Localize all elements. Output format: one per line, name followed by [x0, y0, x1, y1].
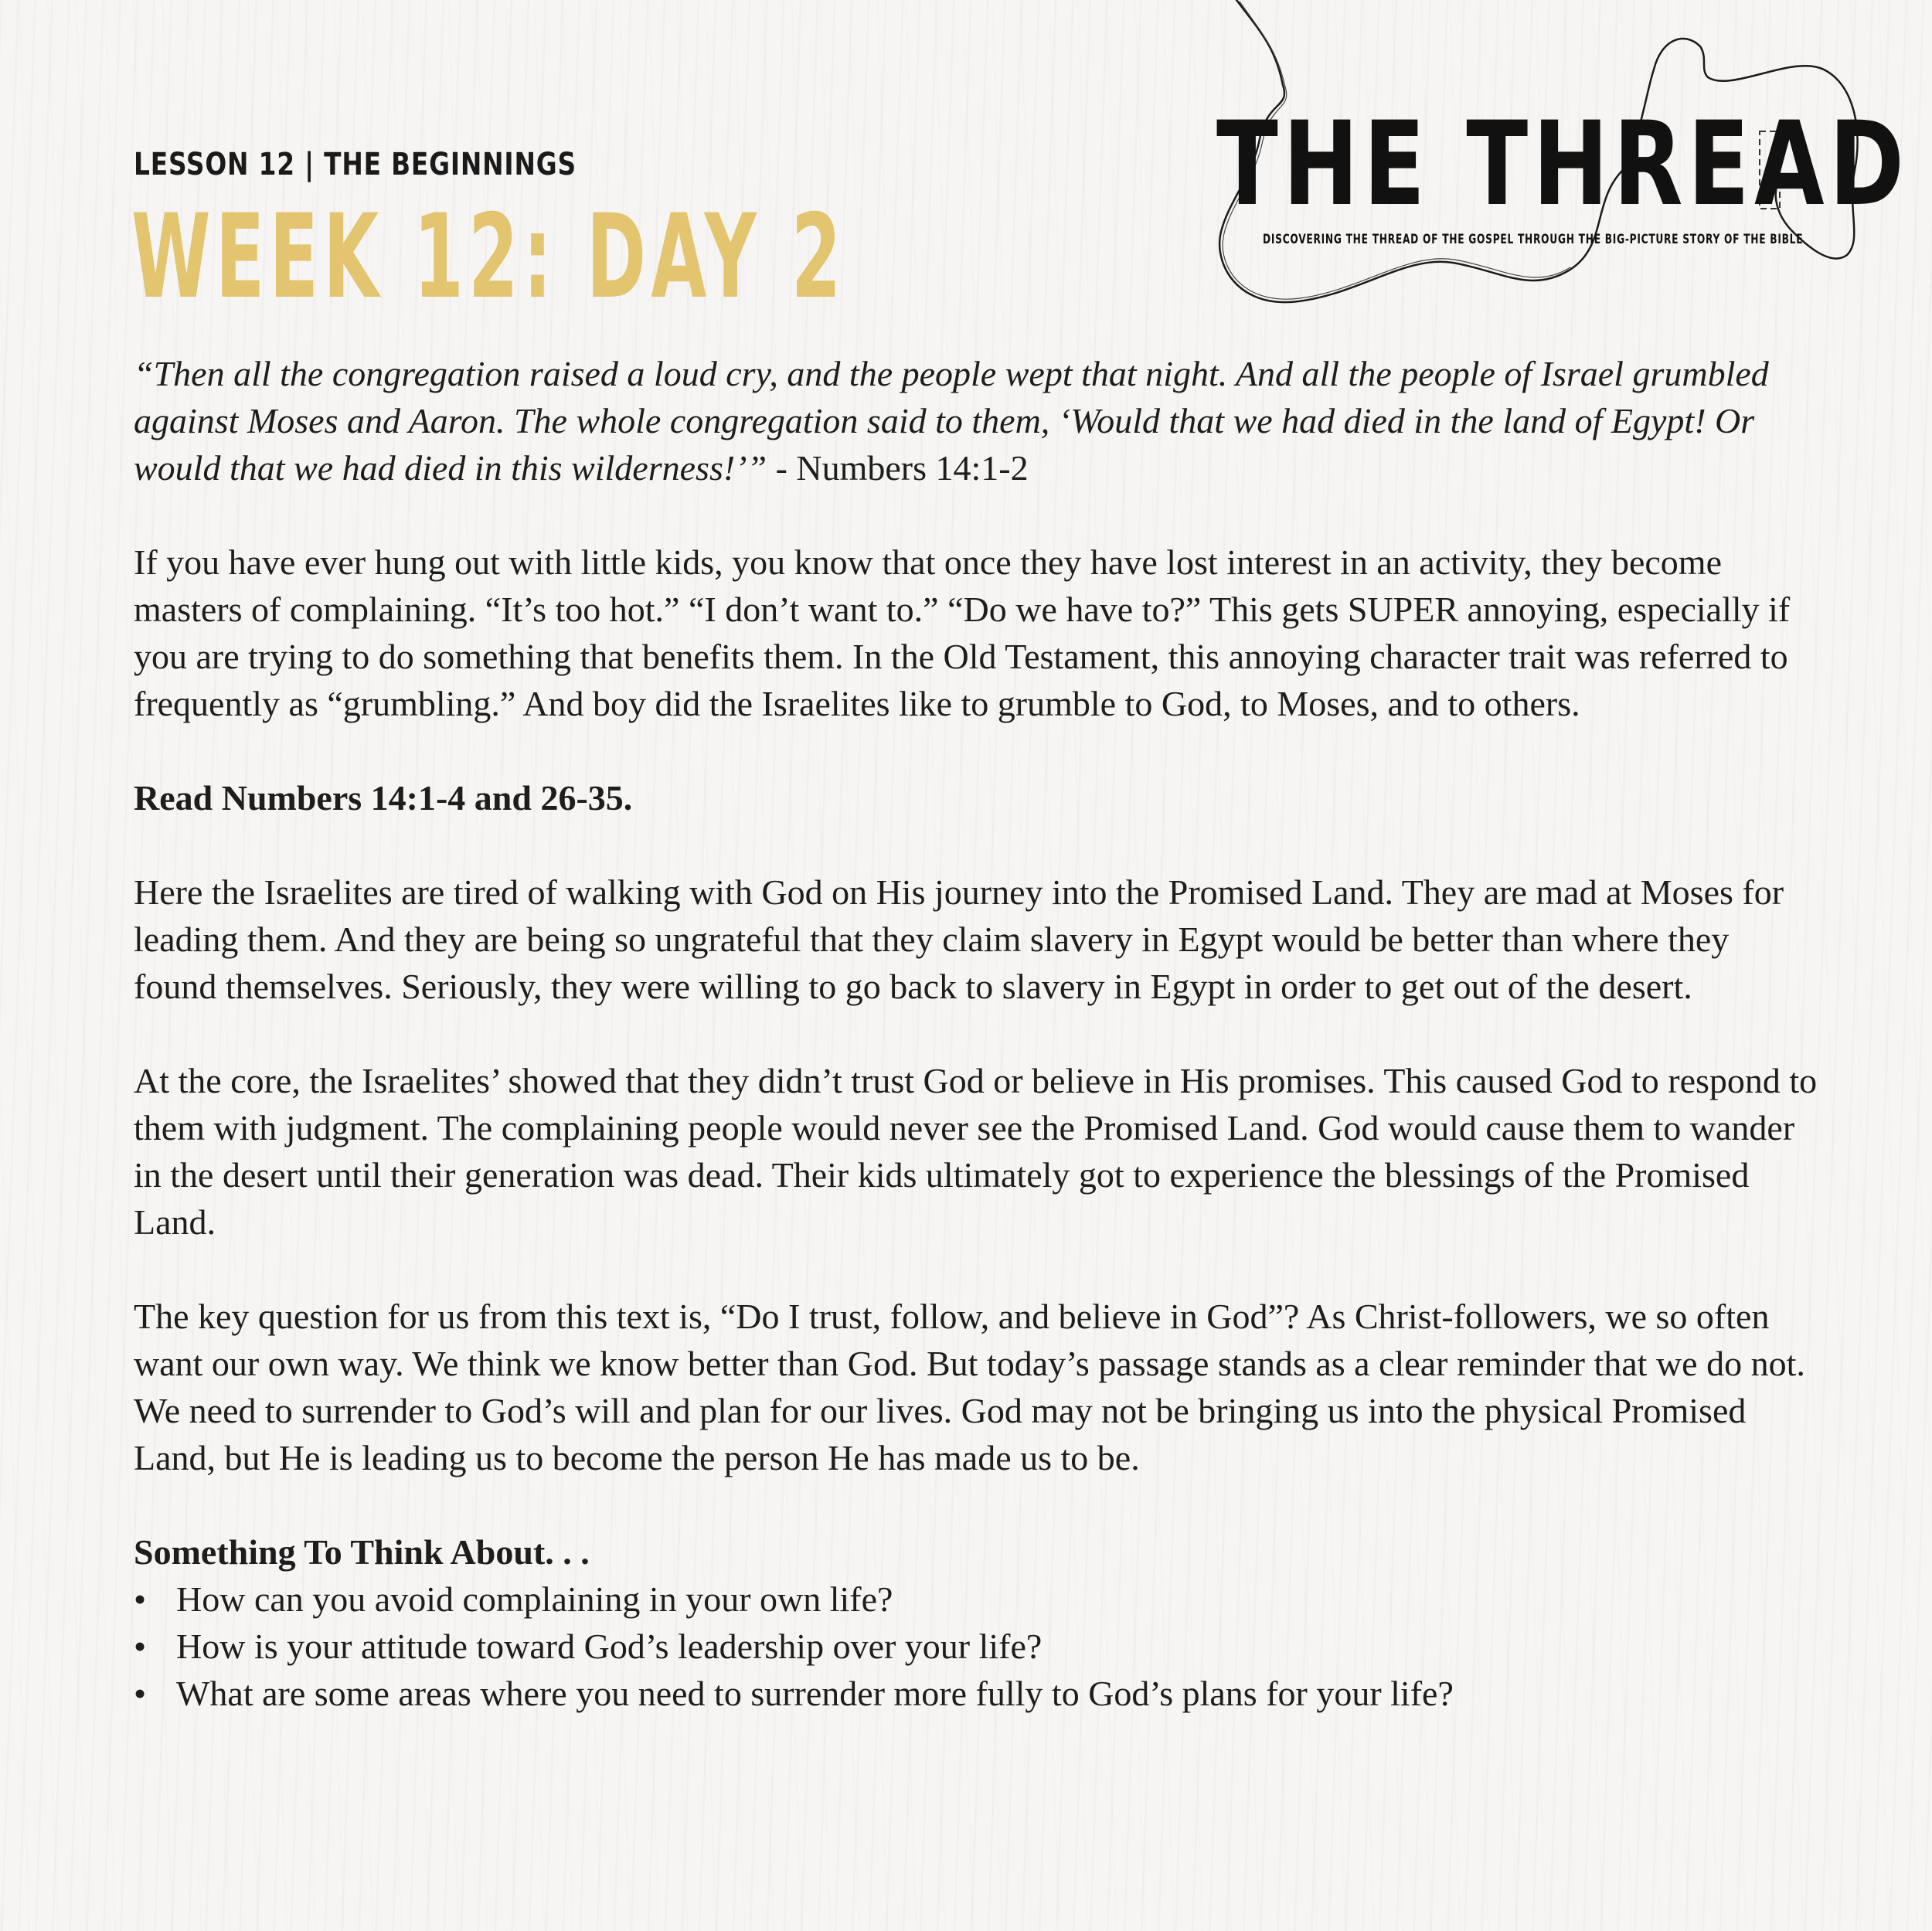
quote-reference: - Numbers 14:1-2 — [767, 448, 1029, 488]
page-title: WEEK 12: DAY 2 — [131, 190, 846, 325]
the-thread-logo — [1206, 0, 1910, 325]
key-question-paragraph: The key question for us from this text is, “Do I trust, follow, and believe in God”? As Christ-followers, we so often want our own way. We think we know better than God. But today’s passage stands as a clear reminder that we do not. We need to surrender to God’s will and plan for our lives. God may not be bringing us into the physical Promised Land, but He is leading us to become the person He has made us to be. — [134, 1297, 1805, 1477]
reflection-questions — [134, 1576, 1818, 1717]
read-instruction: Read Numbers 14:1-4 and 26-35. — [134, 778, 633, 818]
context-paragraph: Here the Israelites are tired of walking with God on His journey into the Promised Land. They are mad at Moses for leading them. And they are being so ungrateful that they claim slavery in Egypt would be better than where they found themselves. Seriously, they were willing to go back to slavery in Egypt in order to get out of the desert. — [134, 872, 1784, 1006]
list-item: • How is your attitude toward God’s leadership over your life? — [134, 1623, 1818, 1670]
list-item: • What are some areas where you need to surrender more fully to God’s plans for your life? — [134, 1670, 1818, 1717]
core-paragraph: At the core, the Israelites’ showed that they didn’t trust God or believe in His promises. This caused God to respond to them with judgment. The complaining people would never see the Promised Land. God would cause them to wander in the desert until their generation was dead. Their kids ultimately got to experience the blessings of the Promised Land. — [134, 1061, 1818, 1242]
logo-tagline: DISCOVERING THE THREAD OF THE GOSPEL THROUGH THE BIG-PICTURE STORY OF THE BIBLE — [1263, 232, 1804, 247]
think-heading: Something To Think About. . . — [134, 1532, 590, 1572]
lesson-label: LESSON 12 | THE BEGINNINGS — [134, 147, 577, 182]
list-item: • How can you avoid complaining in your own life? — [134, 1576, 1818, 1623]
quote-text: “Then all the congregation raised a loud cry, and the people wept that night. And all the people of Israel grumbled against Moses and Aaron. The whole congregation said to them, ‘Would that we had died in the land of Egypt! Or would that we had died in this wilderness!’” — [134, 354, 1769, 488]
devotional-body — [134, 350, 1818, 1717]
scripture-quote — [134, 350, 1818, 491]
intro-paragraph: If you have ever hung out with little kids, you know that once they have lost interest in an activity, they become masters of complaining. “It’s too hot.” “I don’t want to.” “Do we have to?” This gets SUPER annoying, especially if you are trying to do something that benefits them. In the Old Testament, this annoying character trait was referred to frequently as “grumbling.” And boy did the Israelites like to grumble to God, to Moses, and to others. — [134, 542, 1791, 723]
logo-title: THE THREAD — [1216, 97, 1910, 232]
